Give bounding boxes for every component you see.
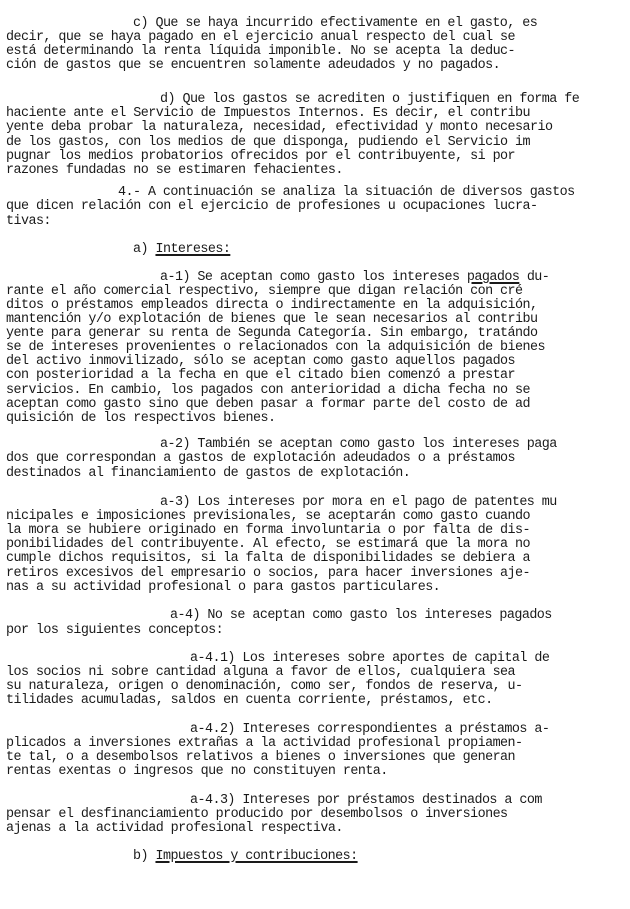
line-text: nicipales e imposiciones previsionales, se aceptarán como gasto cuando	[6, 509, 530, 524]
line-text: 4.- A continuación se analiza la situación de diversos gastos	[118, 185, 575, 200]
line-text: cumple dichos requisitos, si la falta de disponibilidades se debiera a	[6, 551, 530, 566]
line-text: se de intereses provenientes o relacionados con la adquisición de bienes	[6, 340, 545, 355]
text-line	[170, 609, 552, 623]
text-line	[6, 737, 523, 751]
text-line	[160, 271, 549, 285]
line-text: ditos o préstamos empleados directa o indirectamente en la adquisición,	[6, 298, 538, 313]
text-line	[6, 452, 515, 466]
text-line	[6, 581, 440, 595]
line-text: a-3) Los intereses por mora en el pago de patentes mu	[160, 495, 557, 510]
line-text: aceptan como gasto sino que deben pasar a formar parte del costo de ad	[6, 397, 530, 412]
line-text: haciente ante el Servicio de Impuestos Internos. Es decir, el contribu	[6, 106, 530, 121]
text-line	[6, 567, 530, 581]
text-line	[6, 59, 500, 73]
line-text: a-4) No se aceptan como gasto los intereses pagados	[170, 608, 552, 623]
line-text: pensar el desfinanciamiento producido por desembolsos o inversiones	[6, 807, 508, 822]
line-text: por los siguientes conceptos:	[6, 623, 224, 638]
line-text: del activo inmovilizado, sólo se aceptan como gasto aquellos pagados	[6, 354, 516, 369]
line-text: yente para generar su renta de Segunda Categoría. Sin embargo, tratándo	[6, 326, 538, 341]
text-line	[6, 398, 530, 412]
line-text: los socios ni sobre cantidad alguna a favor de ellos, cualquiera sea	[6, 665, 516, 680]
line-text: yente deba probar la naturaleza, necesidad, efectividad y monto necesario	[6, 120, 553, 135]
line-text: te tal, o a desembolsos relativos a bienes o inversiones que generan	[6, 750, 516, 765]
text-line	[6, 45, 515, 59]
text-line	[133, 243, 230, 257]
text-line	[6, 666, 515, 680]
text-line	[6, 200, 538, 214]
text-line	[160, 496, 557, 510]
text-line	[6, 150, 515, 164]
text-line	[6, 751, 515, 765]
line-text: quisición de los respectivos bienes.	[6, 411, 276, 426]
text-line	[6, 680, 523, 694]
line-text: servicios. En cambio, los pagados con anterioridad a dicha fecha no se	[6, 383, 530, 398]
line-text: la mora se hubiere originado en forma involuntaria o por falta de dis-	[6, 523, 530, 538]
text-line	[133, 17, 537, 31]
text-line	[6, 694, 493, 708]
line-text: plicados a inversiones extrañas a la actividad profesional propiamen-	[6, 736, 523, 751]
text-line	[6, 164, 343, 178]
line-text: a-2) También se aceptan como gasto los intereses paga	[160, 437, 557, 452]
text-line	[6, 467, 410, 481]
text-line	[6, 412, 276, 426]
line-text: ponibilidades del contribuyente. Al efecto, se estimará que la mora no	[6, 537, 530, 552]
text-line	[6, 624, 223, 638]
text-line	[6, 313, 538, 327]
text-line	[160, 438, 557, 452]
underlined-heading: pagados	[466, 270, 520, 285]
text-line	[6, 299, 538, 313]
line-text: razones fundadas no se estimaren fehacientes.	[6, 163, 343, 178]
text-line	[6, 107, 530, 121]
text-line	[6, 552, 530, 566]
underlined-heading: Intereses:	[155, 242, 231, 257]
line-text: que dicen relación con el ejercicio de profesiones u ocupaciones lucra-	[6, 199, 538, 214]
line-text-tail: du-	[519, 270, 550, 285]
line-text: está determinando la renta líquida imponible. No se acepta la deduc-	[6, 44, 516, 59]
text-line	[6, 524, 530, 538]
line-text: ción de gastos que se encuentren solamente adeudados y no pagados.	[6, 58, 501, 73]
line-text: a-4.3) Intereses por préstamos destinados a com	[190, 793, 542, 808]
text-line	[190, 652, 549, 666]
line-text: a-4.2) Intereses correspondientes a préstamos a-	[190, 722, 550, 737]
text-line	[160, 93, 579, 107]
line-text: con posterioridad a la fecha en que el citado bien comenzó a prestar	[6, 368, 516, 383]
text-line	[6, 510, 530, 524]
line-text: a-4.1) Los intereses sobre aportes de capital de	[190, 651, 550, 666]
line-text: d) Que los gastos se acrediten o justifiquen en forma fe	[160, 92, 580, 107]
text-line	[6, 808, 508, 822]
text-line	[6, 121, 552, 135]
text-line	[6, 327, 538, 341]
line-text: c) Que se haya incurrido efectivamente en el gasto, es	[133, 16, 538, 31]
line-text: nas a su actividad profesional o para gastos particulares.	[6, 580, 441, 595]
text-line	[6, 215, 51, 229]
line-text: retiros excesivos del empresario o socios, para hacer inversiones aje-	[6, 566, 530, 581]
line-text: tilidades acumuladas, saldos en cuenta corriente, préstamos, etc.	[6, 693, 493, 708]
line-text: su naturaleza, origen o denominación, como ser, fondos de reserva, u-	[6, 679, 523, 694]
text-line	[6, 136, 530, 150]
text-line	[118, 186, 575, 200]
text-line	[190, 794, 542, 808]
line-text: ajenas a la actividad profesional respectiva.	[6, 821, 343, 836]
line-text: decir, que se haya pagado en el ejercicio anual respecto del cual se	[6, 30, 516, 45]
text-line	[6, 822, 343, 836]
text-line	[6, 31, 515, 45]
text-line	[6, 538, 530, 552]
line-text: rentas exentas o ingresos que no constituyen renta.	[6, 764, 388, 779]
text-line	[133, 850, 358, 864]
line-text: dos que correspondan a gastos de explotación adeudados o a préstamos	[6, 451, 516, 466]
line-text: tivas:	[6, 214, 51, 229]
text-line	[6, 285, 523, 299]
line-text: pugnar los medios probatorios ofrecidos por el contribuyente, si por	[6, 149, 516, 164]
text-line	[6, 355, 515, 369]
line-text: rante el año comercial respectivo, siempre que digan relación con cré	[6, 284, 523, 299]
text-line	[190, 723, 549, 737]
text-line	[6, 384, 530, 398]
line-text: mantención y/o explotación de bienes que le sean necesarios al contribu	[6, 312, 538, 327]
line-text: destinados al financiamiento de gastos de explotación.	[6, 466, 411, 481]
text-line	[6, 369, 515, 383]
text-line	[6, 341, 545, 355]
line-text: de los gastos, con los medios de que disponga, pudiendo el Servicio im	[6, 135, 530, 150]
line-text: b)	[133, 849, 156, 864]
text-line	[6, 765, 388, 779]
line-text: a)	[133, 242, 156, 257]
underlined-heading: Impuestos y contribuciones:	[155, 849, 358, 864]
line-text: a-1) Se aceptan como gasto los intereses	[160, 270, 467, 285]
